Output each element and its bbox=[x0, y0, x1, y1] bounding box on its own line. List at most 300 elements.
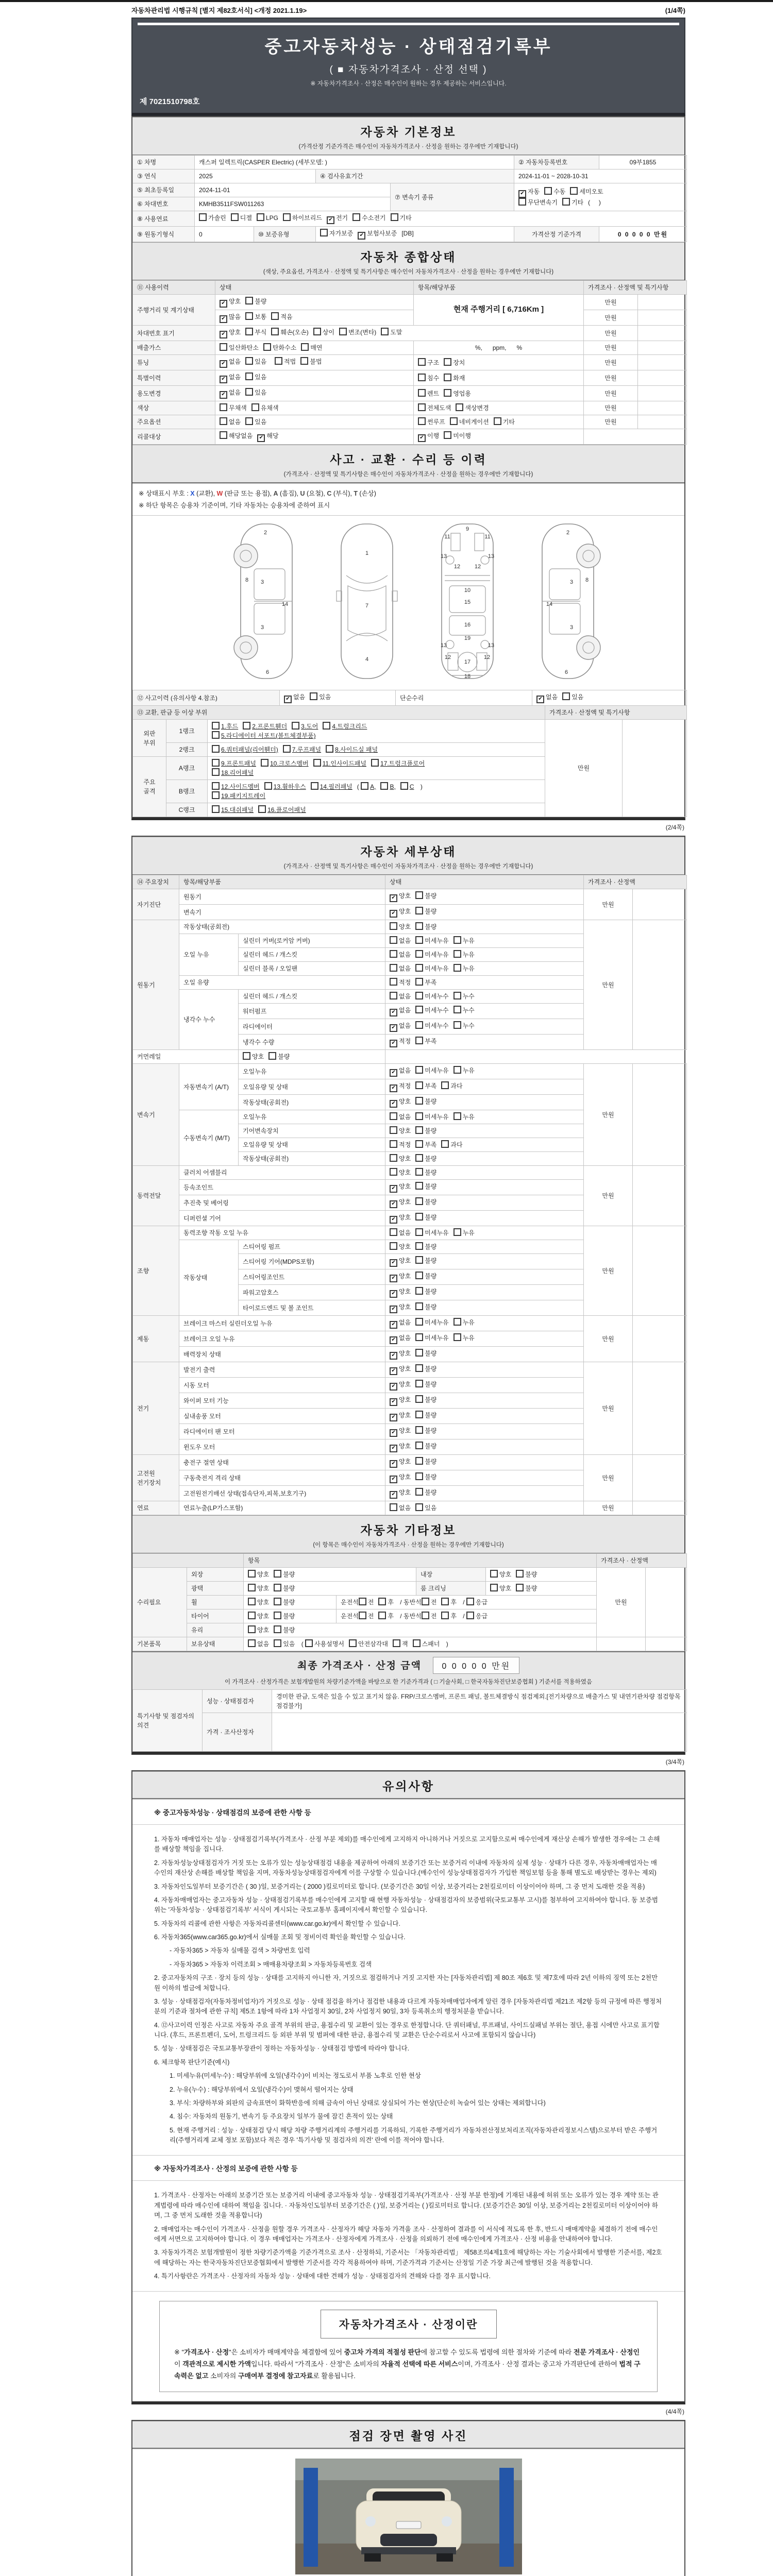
checkbox-option[interactable] bbox=[562, 692, 583, 702]
form-field[interactable] bbox=[385, 1064, 584, 1079]
checkbox-option[interactable] bbox=[415, 1256, 436, 1265]
form-field[interactable] bbox=[385, 889, 584, 905]
checkbox-icon[interactable] bbox=[378, 1612, 386, 1619]
checkbox-option[interactable] bbox=[390, 1302, 411, 1313]
checkbox-option[interactable] bbox=[390, 978, 411, 987]
checkbox-option[interactable] bbox=[275, 357, 296, 366]
checkbox-icon[interactable]: ✔ bbox=[390, 1290, 397, 1298]
checkbox-option[interactable] bbox=[390, 1182, 411, 1193]
checkbox-option[interactable] bbox=[313, 328, 334, 337]
checkbox-icon[interactable] bbox=[415, 1442, 423, 1449]
checkbox-icon[interactable]: ✔ bbox=[390, 1398, 397, 1406]
checkbox-icon[interactable] bbox=[274, 1625, 281, 1633]
checkbox-icon[interactable] bbox=[275, 357, 282, 365]
checkbox-option[interactable] bbox=[415, 1380, 436, 1389]
checkbox-option[interactable] bbox=[415, 1349, 436, 1358]
checkbox-option[interactable] bbox=[220, 431, 253, 440]
checkbox-option[interactable] bbox=[380, 782, 395, 791]
checkbox-icon[interactable] bbox=[415, 1256, 423, 1264]
checkbox-icon[interactable] bbox=[418, 374, 426, 381]
form-field[interactable] bbox=[215, 326, 584, 341]
form-field[interactable]: 없음 있음 ( 사용설명서 안전삼각대 잭 스패너 ) bbox=[244, 1637, 597, 1651]
checkbox-icon[interactable] bbox=[245, 372, 253, 380]
checkbox-option[interactable] bbox=[390, 1333, 411, 1344]
checkbox-icon[interactable] bbox=[453, 1066, 461, 1074]
checkbox-option[interactable] bbox=[220, 372, 241, 383]
checkbox-icon[interactable] bbox=[562, 692, 570, 700]
checkbox-option[interactable] bbox=[390, 1457, 411, 1468]
checkbox-icon[interactable] bbox=[300, 357, 308, 365]
checkbox-option[interactable] bbox=[390, 1426, 411, 1437]
checkbox-icon[interactable] bbox=[415, 1426, 423, 1434]
checkbox-option[interactable] bbox=[415, 1112, 448, 1122]
form-field[interactable] bbox=[215, 401, 414, 415]
checkbox-option[interactable] bbox=[264, 782, 306, 791]
checkbox-option[interactable] bbox=[358, 229, 397, 240]
checkbox-icon[interactable] bbox=[415, 936, 423, 944]
form-field[interactable] bbox=[414, 415, 584, 429]
checkbox-option[interactable] bbox=[453, 992, 475, 1001]
checkbox-option[interactable] bbox=[453, 1021, 475, 1030]
checkbox-icon[interactable] bbox=[283, 213, 291, 221]
checkbox-option[interactable] bbox=[444, 358, 465, 367]
checkbox-icon[interactable]: ✔ bbox=[390, 1069, 397, 1077]
form-field[interactable] bbox=[385, 1211, 584, 1226]
form-field[interactable] bbox=[385, 1486, 584, 1501]
form-field[interactable] bbox=[208, 743, 545, 757]
checkbox-option[interactable] bbox=[220, 357, 241, 368]
checkbox-icon[interactable] bbox=[390, 1168, 397, 1176]
checkbox-option[interactable] bbox=[490, 1570, 511, 1579]
checkbox-icon[interactable]: ✔ bbox=[390, 1321, 397, 1329]
checkbox-option[interactable] bbox=[390, 1411, 411, 1421]
checkbox-icon[interactable] bbox=[415, 1333, 423, 1341]
checkbox-icon[interactable] bbox=[415, 1140, 423, 1148]
checkbox-icon[interactable] bbox=[274, 1570, 281, 1578]
checkbox-option[interactable] bbox=[283, 745, 321, 754]
checkbox-icon[interactable]: ✔ bbox=[390, 1216, 397, 1224]
checkbox-icon[interactable] bbox=[444, 374, 451, 381]
form-field[interactable] bbox=[195, 211, 687, 227]
checkbox-icon[interactable] bbox=[418, 403, 426, 411]
checkbox-icon[interactable] bbox=[415, 1242, 423, 1250]
checkbox-option[interactable] bbox=[415, 1287, 436, 1296]
checkbox-icon[interactable] bbox=[212, 782, 220, 790]
checkbox-icon[interactable] bbox=[415, 992, 423, 999]
checkbox-option[interactable] bbox=[339, 328, 376, 337]
checkbox-option[interactable] bbox=[415, 1140, 436, 1149]
form-field[interactable] bbox=[385, 1079, 584, 1095]
checkbox-option[interactable] bbox=[212, 745, 278, 754]
checkbox-option[interactable] bbox=[390, 1066, 411, 1077]
checkbox-icon[interactable] bbox=[570, 187, 578, 195]
checkbox-icon[interactable] bbox=[453, 950, 461, 958]
checkbox-icon[interactable] bbox=[371, 759, 379, 767]
checkbox-option[interactable] bbox=[390, 1488, 411, 1499]
form-field[interactable] bbox=[385, 1138, 584, 1152]
checkbox-icon[interactable] bbox=[390, 950, 397, 958]
checkbox-icon[interactable] bbox=[248, 1584, 256, 1591]
checkbox-icon[interactable] bbox=[415, 1364, 423, 1372]
checkbox-option[interactable] bbox=[415, 1302, 436, 1312]
checkbox-icon[interactable]: ✔ bbox=[390, 1476, 397, 1483]
checkbox-option[interactable] bbox=[390, 1140, 411, 1149]
checkbox-option[interactable] bbox=[453, 1333, 475, 1343]
form-field[interactable] bbox=[215, 341, 414, 355]
form-field[interactable] bbox=[414, 401, 584, 415]
checkbox-option[interactable] bbox=[326, 745, 378, 754]
checkbox-icon[interactable]: ✔ bbox=[390, 1352, 397, 1360]
checkbox-icon[interactable] bbox=[301, 343, 309, 351]
checkbox-option[interactable] bbox=[418, 417, 445, 427]
checkbox-option[interactable] bbox=[248, 1612, 269, 1621]
checkbox-icon[interactable] bbox=[243, 1052, 250, 1060]
form-field[interactable] bbox=[215, 295, 414, 310]
checkbox-option[interactable] bbox=[390, 1006, 411, 1016]
checkbox-option[interactable] bbox=[415, 1503, 436, 1513]
checkbox-option[interactable] bbox=[310, 692, 331, 702]
checkbox-icon[interactable] bbox=[518, 198, 526, 206]
form-field[interactable] bbox=[385, 1254, 584, 1269]
checkbox-icon[interactable]: ✔ bbox=[390, 1275, 397, 1282]
checkbox-option[interactable] bbox=[415, 1364, 436, 1374]
checkbox-option[interactable] bbox=[518, 198, 558, 207]
checkbox-icon[interactable]: ✔ bbox=[390, 1259, 397, 1267]
checkbox-icon[interactable] bbox=[415, 1021, 423, 1029]
checkbox-option[interactable] bbox=[245, 388, 266, 397]
form-field[interactable] bbox=[385, 1362, 584, 1378]
checkbox-option[interactable] bbox=[248, 1598, 269, 1607]
checkbox-icon[interactable]: ✔ bbox=[358, 232, 365, 240]
checkbox-icon[interactable] bbox=[415, 1318, 423, 1326]
checkbox-icon[interactable] bbox=[274, 1598, 281, 1605]
checkbox-icon[interactable] bbox=[490, 1584, 498, 1591]
checkbox-option[interactable] bbox=[415, 1426, 436, 1435]
checkbox-icon[interactable]: ✔ bbox=[418, 434, 426, 442]
checkbox-icon[interactable]: ✔ bbox=[390, 1040, 397, 1047]
checkbox-icon[interactable]: ✔ bbox=[390, 1100, 397, 1108]
checkbox-icon[interactable] bbox=[453, 992, 461, 999]
checkbox-option[interactable] bbox=[390, 891, 411, 902]
checkbox-option[interactable] bbox=[413, 1639, 440, 1649]
checkbox-icon[interactable] bbox=[415, 1066, 423, 1074]
checkbox-option[interactable] bbox=[305, 1639, 344, 1649]
checkbox-option[interactable] bbox=[349, 1639, 388, 1649]
checkbox-option[interactable] bbox=[220, 328, 241, 338]
checkbox-option[interactable] bbox=[292, 722, 318, 731]
checkbox-option[interactable] bbox=[453, 1066, 475, 1075]
checkbox-icon[interactable]: ✔ bbox=[390, 1200, 397, 1208]
checkbox-icon[interactable] bbox=[313, 328, 321, 335]
checkbox-icon[interactable] bbox=[292, 722, 299, 730]
checkbox-option[interactable] bbox=[390, 992, 411, 1001]
checkbox-option[interactable] bbox=[359, 1598, 374, 1607]
form-field[interactable] bbox=[385, 1300, 584, 1316]
form-field[interactable] bbox=[385, 1152, 584, 1166]
checkbox-icon[interactable] bbox=[415, 1472, 423, 1480]
form-field[interactable]: 운전석 전 후 / 동반석 전 후 / 응급 bbox=[337, 1609, 597, 1623]
checkbox-option[interactable] bbox=[415, 1037, 436, 1046]
checkbox-icon[interactable] bbox=[251, 403, 259, 411]
checkbox-icon[interactable]: ✔ bbox=[327, 216, 334, 224]
checkbox-option[interactable] bbox=[390, 1380, 411, 1391]
form-field[interactable] bbox=[385, 1180, 584, 1195]
checkbox-option[interactable] bbox=[415, 1021, 448, 1030]
checkbox-icon[interactable] bbox=[220, 403, 227, 411]
checkbox-icon[interactable] bbox=[441, 1612, 449, 1619]
form-field[interactable] bbox=[208, 757, 545, 780]
checkbox-option[interactable] bbox=[391, 213, 412, 223]
checkbox-option[interactable] bbox=[516, 1570, 537, 1579]
checkbox-icon[interactable] bbox=[220, 431, 227, 439]
checkbox-option[interactable] bbox=[444, 431, 471, 440]
checkbox-option[interactable] bbox=[248, 1570, 269, 1579]
checkbox-icon[interactable]: ✔ bbox=[390, 1185, 397, 1193]
form-field[interactable] bbox=[385, 1226, 584, 1240]
checkbox-option[interactable] bbox=[415, 907, 436, 916]
checkbox-icon[interactable] bbox=[248, 1625, 256, 1633]
checkbox-option[interactable] bbox=[390, 1037, 411, 1047]
checkbox-option[interactable] bbox=[390, 1168, 411, 1177]
checkbox-icon[interactable] bbox=[212, 745, 220, 753]
checkbox-option[interactable] bbox=[359, 1612, 374, 1621]
checkbox-option[interactable] bbox=[313, 759, 366, 768]
checkbox-option[interactable] bbox=[248, 1584, 269, 1593]
checkbox-icon[interactable] bbox=[444, 358, 451, 366]
checkbox-icon[interactable] bbox=[418, 389, 426, 397]
checkbox-icon[interactable] bbox=[381, 328, 389, 335]
checkbox-option[interactable] bbox=[415, 1066, 448, 1075]
checkbox-option[interactable] bbox=[415, 1242, 436, 1251]
form-field[interactable] bbox=[385, 1195, 584, 1211]
checkbox-icon[interactable] bbox=[390, 964, 397, 972]
checkbox-icon[interactable] bbox=[199, 213, 207, 221]
checkbox-icon[interactable]: ✔ bbox=[220, 360, 227, 368]
checkbox-icon[interactable] bbox=[453, 1112, 461, 1120]
form-field[interactable] bbox=[385, 934, 584, 948]
form-field[interactable] bbox=[244, 1596, 337, 1609]
form-field[interactable] bbox=[385, 990, 584, 1004]
checkbox-option[interactable] bbox=[415, 1182, 436, 1191]
checkbox-option[interactable] bbox=[199, 213, 226, 223]
checkbox-icon[interactable]: ✔ bbox=[390, 1306, 397, 1313]
form-field[interactable] bbox=[208, 720, 545, 743]
checkbox-icon[interactable] bbox=[562, 198, 570, 206]
form-field[interactable] bbox=[385, 1470, 584, 1486]
checkbox-icon[interactable] bbox=[415, 1287, 423, 1295]
checkbox-icon[interactable] bbox=[441, 1598, 449, 1605]
checkbox-option[interactable] bbox=[220, 343, 259, 352]
checkbox-option[interactable] bbox=[283, 213, 322, 223]
checkbox-icon[interactable] bbox=[415, 1411, 423, 1418]
checkbox-icon[interactable] bbox=[271, 328, 279, 335]
checkbox-icon[interactable] bbox=[453, 1228, 461, 1236]
checkbox-option[interactable] bbox=[415, 1154, 436, 1163]
checkbox-icon[interactable] bbox=[212, 805, 220, 813]
checkbox-option[interactable] bbox=[415, 1411, 436, 1420]
checkbox-option[interactable] bbox=[251, 403, 279, 413]
checkbox-icon[interactable] bbox=[415, 1168, 423, 1176]
form-field[interactable]: 운전석 전 후 / 동반석 전 후 / 응급 bbox=[337, 1596, 597, 1609]
checkbox-option[interactable] bbox=[415, 1333, 448, 1343]
checkbox-icon[interactable] bbox=[263, 343, 271, 351]
checkbox-option[interactable] bbox=[212, 791, 265, 801]
checkbox-icon[interactable] bbox=[231, 213, 239, 221]
checkbox-icon[interactable] bbox=[313, 759, 321, 767]
checkbox-icon[interactable] bbox=[323, 722, 330, 730]
form-field[interactable] bbox=[385, 1285, 584, 1300]
checkbox-option[interactable] bbox=[243, 1052, 264, 1061]
checkbox-option[interactable] bbox=[415, 1126, 436, 1136]
checkbox-option[interactable] bbox=[390, 1442, 411, 1452]
checkbox-icon[interactable] bbox=[274, 1584, 281, 1591]
checkbox-icon[interactable] bbox=[490, 1570, 498, 1578]
checkbox-icon[interactable] bbox=[390, 1242, 397, 1250]
checkbox-icon[interactable] bbox=[305, 1639, 313, 1647]
checkbox-icon[interactable] bbox=[264, 782, 272, 790]
checkbox-icon[interactable] bbox=[415, 1488, 423, 1496]
checkbox-option[interactable] bbox=[323, 722, 367, 731]
form-field[interactable] bbox=[385, 1095, 584, 1110]
checkbox-icon[interactable] bbox=[258, 805, 266, 813]
checkbox-icon[interactable]: ✔ bbox=[390, 1024, 397, 1032]
checkbox-option[interactable] bbox=[466, 1598, 488, 1607]
checkbox-option[interactable] bbox=[274, 1625, 295, 1635]
checkbox-option[interactable] bbox=[390, 1228, 411, 1238]
checkbox-option[interactable] bbox=[418, 374, 439, 383]
checkbox-icon[interactable] bbox=[268, 1052, 276, 1060]
checkbox-option[interactable] bbox=[390, 1097, 411, 1108]
checkbox-icon[interactable]: ✔ bbox=[390, 1367, 397, 1375]
checkbox-option[interactable] bbox=[415, 950, 448, 959]
checkbox-icon[interactable]: ✔ bbox=[220, 300, 227, 308]
form-field[interactable] bbox=[385, 1240, 584, 1254]
checkbox-option[interactable] bbox=[453, 1112, 475, 1122]
form-field[interactable] bbox=[385, 948, 584, 962]
checkbox-icon[interactable] bbox=[390, 922, 397, 930]
checkbox-icon[interactable]: ✔ bbox=[390, 1009, 397, 1016]
checkbox-icon[interactable]: ✔ bbox=[390, 1383, 397, 1391]
checkbox-option[interactable] bbox=[415, 1442, 436, 1451]
form-field[interactable] bbox=[215, 355, 414, 370]
checkbox-icon[interactable] bbox=[248, 1570, 256, 1578]
checkbox-option[interactable] bbox=[231, 213, 252, 223]
form-field[interactable] bbox=[385, 1455, 584, 1470]
checkbox-icon[interactable] bbox=[415, 1228, 423, 1236]
checkbox-option[interactable] bbox=[415, 1272, 436, 1281]
checkbox-option[interactable] bbox=[390, 1349, 411, 1360]
checkbox-icon[interactable] bbox=[261, 759, 268, 767]
checkbox-option[interactable] bbox=[518, 187, 540, 198]
checkbox-option[interactable] bbox=[450, 417, 489, 427]
checkbox-option[interactable] bbox=[274, 1612, 295, 1621]
checkbox-icon[interactable] bbox=[415, 1503, 423, 1511]
checkbox-option[interactable] bbox=[284, 692, 305, 703]
checkbox-option[interactable] bbox=[220, 312, 241, 323]
form-field[interactable] bbox=[414, 355, 584, 370]
checkbox-option[interactable] bbox=[453, 950, 475, 959]
checkbox-icon[interactable] bbox=[441, 1081, 449, 1089]
checkbox-option[interactable] bbox=[212, 731, 316, 740]
checkbox-option[interactable] bbox=[453, 1006, 475, 1015]
checkbox-icon[interactable] bbox=[220, 417, 227, 425]
checkbox-icon[interactable] bbox=[415, 1213, 423, 1221]
checkbox-icon[interactable]: ✔ bbox=[518, 190, 526, 198]
checkbox-icon[interactable] bbox=[444, 431, 451, 439]
checkbox-option[interactable] bbox=[418, 431, 439, 442]
checkbox-icon[interactable]: ✔ bbox=[390, 910, 397, 918]
checkbox-icon[interactable]: ✔ bbox=[284, 696, 292, 703]
checkbox-option[interactable] bbox=[220, 297, 241, 308]
checkbox-icon[interactable] bbox=[456, 403, 463, 411]
checkbox-icon[interactable] bbox=[444, 389, 451, 397]
checkbox-icon[interactable] bbox=[415, 1302, 423, 1310]
checkbox-icon[interactable] bbox=[245, 417, 253, 425]
form-field[interactable] bbox=[414, 429, 584, 445]
checkbox-option[interactable] bbox=[245, 312, 266, 321]
checkbox-option[interactable] bbox=[418, 358, 439, 367]
form-field[interactable] bbox=[244, 1582, 416, 1596]
checkbox-icon[interactable] bbox=[415, 1081, 423, 1089]
checkbox-icon[interactable] bbox=[516, 1570, 524, 1578]
checkbox-icon[interactable] bbox=[453, 1021, 461, 1029]
form-field[interactable] bbox=[385, 920, 584, 934]
checkbox-icon[interactable]: ✔ bbox=[390, 1491, 397, 1499]
checkbox-option[interactable] bbox=[390, 1318, 411, 1329]
form-field[interactable] bbox=[385, 1439, 584, 1455]
checkbox-icon[interactable] bbox=[418, 417, 426, 425]
form-field[interactable] bbox=[385, 905, 584, 920]
checkbox-option[interactable] bbox=[415, 1197, 436, 1207]
checkbox-option[interactable] bbox=[390, 1395, 411, 1406]
checkbox-option[interactable] bbox=[415, 1097, 436, 1106]
form-field[interactable] bbox=[385, 1269, 584, 1285]
checkbox-icon[interactable]: ✔ bbox=[390, 1336, 397, 1344]
form-field[interactable] bbox=[385, 1124, 584, 1138]
checkbox-option[interactable] bbox=[378, 1612, 394, 1621]
checkbox-option[interactable] bbox=[415, 964, 448, 973]
checkbox-icon[interactable] bbox=[274, 1639, 281, 1647]
checkbox-icon[interactable] bbox=[212, 722, 220, 730]
checkbox-option[interactable] bbox=[390, 964, 411, 973]
checkbox-option[interactable] bbox=[536, 692, 558, 703]
checkbox-option[interactable] bbox=[415, 978, 436, 987]
form-field[interactable]: 자가보증 ✔ 보험사보증 [DB] bbox=[316, 227, 514, 242]
checkbox-icon[interactable] bbox=[415, 1112, 423, 1120]
checkbox-icon[interactable] bbox=[415, 922, 423, 930]
checkbox-icon[interactable] bbox=[450, 417, 458, 425]
checkbox-option[interactable] bbox=[390, 907, 411, 918]
checkbox-icon[interactable] bbox=[415, 1097, 423, 1105]
checkbox-option[interactable] bbox=[390, 1287, 411, 1298]
checkbox-option[interactable] bbox=[453, 1318, 475, 1327]
checkbox-icon[interactable] bbox=[453, 964, 461, 972]
checkbox-option[interactable] bbox=[390, 1503, 411, 1513]
form-field[interactable] bbox=[244, 1623, 597, 1637]
form-field[interactable] bbox=[215, 386, 414, 401]
checkbox-icon[interactable] bbox=[422, 1598, 429, 1605]
checkbox-icon[interactable] bbox=[245, 312, 253, 320]
checkbox-icon[interactable]: ✔ bbox=[390, 1460, 397, 1468]
form-field[interactable] bbox=[385, 1110, 584, 1124]
checkbox-option[interactable] bbox=[271, 328, 308, 337]
checkbox-icon[interactable] bbox=[390, 1112, 397, 1120]
checkbox-icon[interactable] bbox=[415, 1037, 423, 1044]
form-field[interactable] bbox=[414, 370, 584, 386]
form-field[interactable] bbox=[244, 1609, 337, 1623]
checkbox-icon[interactable] bbox=[453, 1333, 461, 1341]
checkbox-icon[interactable] bbox=[271, 312, 279, 320]
